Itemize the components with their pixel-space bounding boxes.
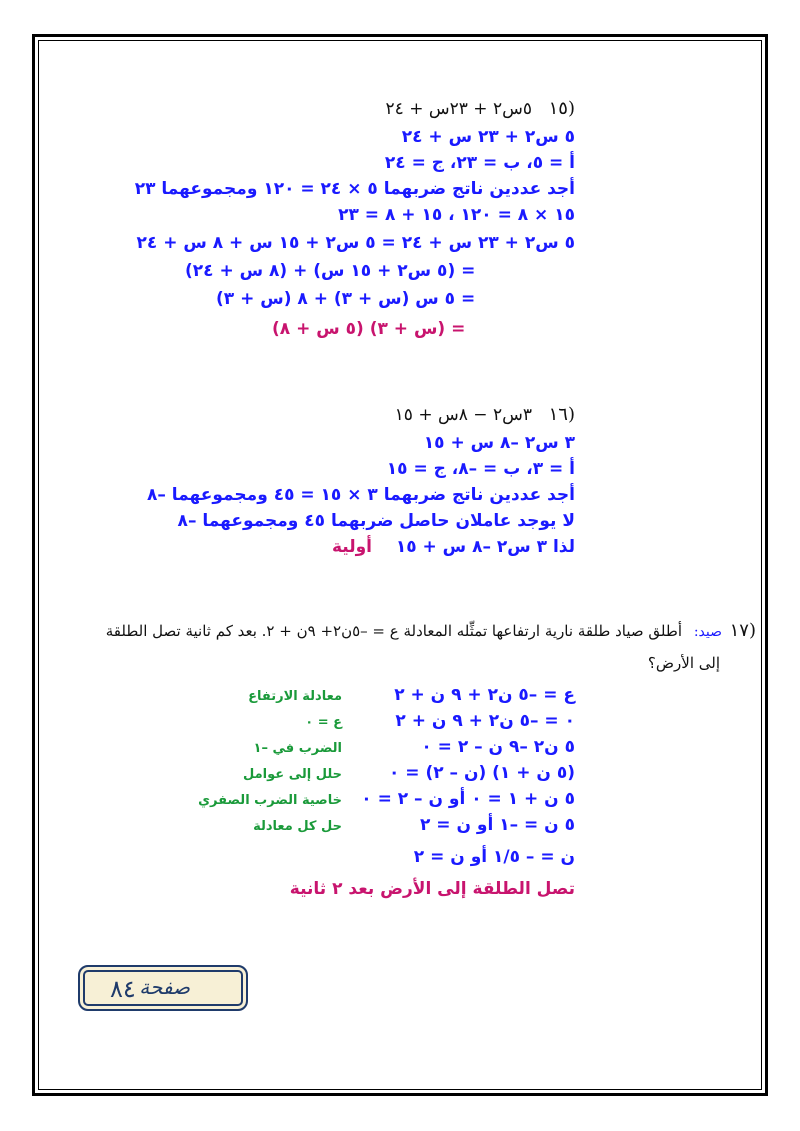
step-note: حلل إلى عوامل — [243, 767, 342, 782]
solution-line: = ٥ س (س + ٣) + ٨ (س + ٣) — [216, 289, 476, 309]
solution-line: لا يوجد عاملان حاصل ضربهما ٤٥ ومجموعهما –٨ — [177, 511, 575, 531]
solution-line: ١٥ × ٨ = ١٢٠ ، ١٥ + ٨ = ٢٣ — [338, 205, 575, 225]
problem-statement: ٥س٢ + ٢٣س + ٢٤ — [385, 99, 532, 119]
answer-value: ٢ — [332, 879, 343, 899]
step-note: ع = ٠ — [305, 715, 342, 730]
step-note: معادلة الارتفاع — [248, 689, 342, 704]
step-equation: ٥ ن = –١ أو ن = ٢ — [419, 815, 575, 835]
solution-line: ٥ س٢ + ٢٣ س + ٢٤ = ٥ س٢ + ١٥ س + ٨ س + ٢٤ — [136, 233, 575, 253]
step-equation: ٥ ن + ١ = ٠ أو ن – ٢ = ٠ — [361, 789, 575, 809]
problem-statement: أطلق صياد طلقة نارية ارتفاعها تمثِّله المعادلة ع = –٥ن٢+ ٩ن + ٢. بعد كم ثانية تصل الطلقة — [105, 622, 682, 640]
solution-line: أ = ٣، ب = –٨، ج = ١٥ — [386, 459, 575, 479]
step-equation: (٥ ن + ١) (ن – ٢) = ٠ — [388, 763, 575, 783]
page-number-badge — [78, 965, 248, 1011]
step-equation: ٥ ن٢ –٩ ن – ٢ = ٠ — [421, 737, 575, 757]
conclusion-tag: أولية — [331, 537, 372, 557]
step-equation: ٠ = –٥ ن٢ + ٩ ن + ٢ — [395, 711, 575, 731]
solution-line: = (٥ س٢ + ١٥ س) + (٨ س + ٢٤) — [185, 261, 476, 281]
topic-tag: صيد: — [693, 624, 722, 640]
page-number: ٨٤ — [110, 975, 136, 1003]
problem-number: ١٧) — [729, 620, 756, 641]
problem-number: ١٥) — [548, 98, 575, 119]
answer-suffix: ثانية — [289, 879, 327, 899]
final-answer: = (س + ٣) (٥ س + ٨) — [272, 319, 466, 339]
solution-line: ٣ س٢ –٨ س + ١٥ — [423, 433, 575, 453]
conclusion-line: لذا ٣ س٢ –٨ س + ١٥ — [395, 537, 575, 557]
problem-statement-cont: إلى الأرض؟ — [647, 654, 720, 672]
step-equation: ن = – ١/٥ أو ن = ٢ — [413, 847, 575, 867]
problem-number: ١٦) — [548, 404, 575, 425]
step-note: حل كل معادلة — [253, 819, 342, 834]
solution-line: أجد عددين ناتج ضربهما ٥ × ٢٤ = ١٢٠ ومجموعهما ٢٣ — [134, 179, 575, 199]
final-answer — [290, 878, 575, 900]
solution-line: أ = ٥، ب = ٢٣، ج = ٢٤ — [384, 153, 575, 173]
solution-line: ٥ س٢ + ٢٣ س + ٢٤ — [401, 127, 575, 147]
step-note: خاصية الضرب الصفري — [198, 793, 342, 808]
problem-statement: ٣س٢ − ٨س + ١٥ — [394, 405, 532, 425]
step-equation: ع = –٥ ن٢ + ٩ ن + ٢ — [394, 685, 575, 705]
step-note: الضرب في –١ — [253, 741, 342, 756]
solution-line: أجد عددين ناتج ضربهما ٣ × ١٥ = ٤٥ ومجموعهما –٨ — [146, 485, 575, 505]
page-label: صفحة — [139, 975, 190, 999]
answer-prefix: تصل الطلقة إلى الأرض بعد — [348, 879, 575, 899]
